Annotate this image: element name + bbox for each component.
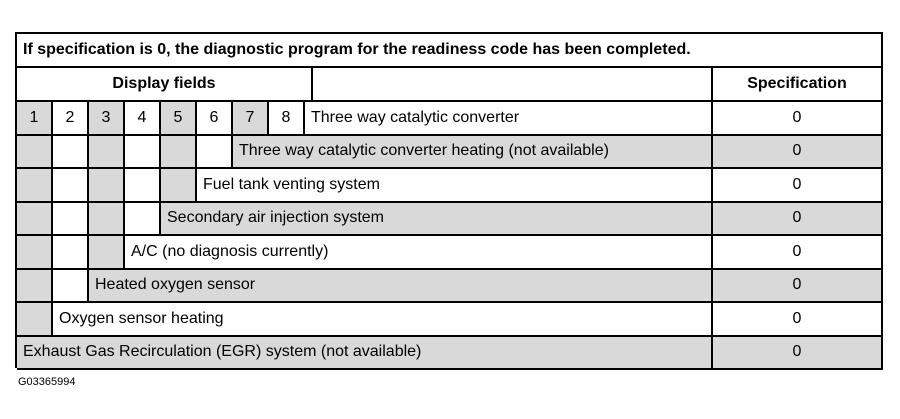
field-cell — [125, 203, 161, 237]
field-cell — [161, 169, 197, 203]
row-spec: 0 — [713, 203, 883, 237]
table-title: If specification is 0, the diagnostic program for the readiness code has been completed. — [17, 34, 883, 68]
row-spec: 0 — [713, 303, 883, 337]
row-label: Exhaust Gas Recirculation (EGR) system (not available) — [17, 337, 713, 371]
row-spec: 0 — [713, 102, 883, 136]
row-spec: 0 — [713, 169, 883, 203]
row-label: Three way catalytic converter — [305, 102, 713, 136]
field-number: 6 — [197, 102, 233, 136]
field-number: 2 — [53, 102, 89, 136]
field-cell — [53, 270, 89, 304]
field-number: 4 — [125, 102, 161, 136]
field-cell — [53, 136, 89, 170]
row-label: Oxygen sensor heating — [53, 303, 713, 337]
field-cell — [17, 136, 53, 170]
row-label: A/C (no diagnosis currently) — [125, 236, 713, 270]
field-cell — [53, 169, 89, 203]
field-cell — [89, 169, 125, 203]
field-number: 3 — [89, 102, 125, 136]
specification-header: Specification — [713, 68, 883, 102]
field-cell — [53, 203, 89, 237]
row-label: Three way catalytic converter heating (not available) — [233, 136, 713, 170]
row-spec: 0 — [713, 337, 883, 371]
display-fields-header: Display fields — [17, 68, 313, 102]
row-label: Fuel tank venting system — [197, 169, 713, 203]
field-number: 7 — [233, 102, 269, 136]
field-cell — [125, 136, 161, 170]
field-cell — [89, 136, 125, 170]
field-number: 5 — [161, 102, 197, 136]
field-cell — [17, 270, 53, 304]
header-blank-cell — [313, 68, 713, 102]
row-spec: 0 — [713, 236, 883, 270]
field-cell — [89, 236, 125, 270]
row-spec: 0 — [713, 270, 883, 304]
readiness-code-table — [15, 32, 883, 368]
field-cell — [17, 236, 53, 270]
field-cell — [89, 203, 125, 237]
field-cell — [17, 303, 53, 337]
field-number: 8 — [269, 102, 305, 136]
field-cell — [125, 169, 161, 203]
field-cell — [197, 136, 233, 170]
field-cell — [53, 236, 89, 270]
figure-id: G03365994 — [18, 376, 76, 388]
row-spec: 0 — [713, 136, 883, 170]
field-cell — [17, 169, 53, 203]
row-label: Heated oxygen sensor — [89, 270, 713, 304]
field-cell — [17, 203, 53, 237]
row-label: Secondary air injection system — [161, 203, 713, 237]
field-cell — [161, 136, 197, 170]
field-number: 1 — [17, 102, 53, 136]
